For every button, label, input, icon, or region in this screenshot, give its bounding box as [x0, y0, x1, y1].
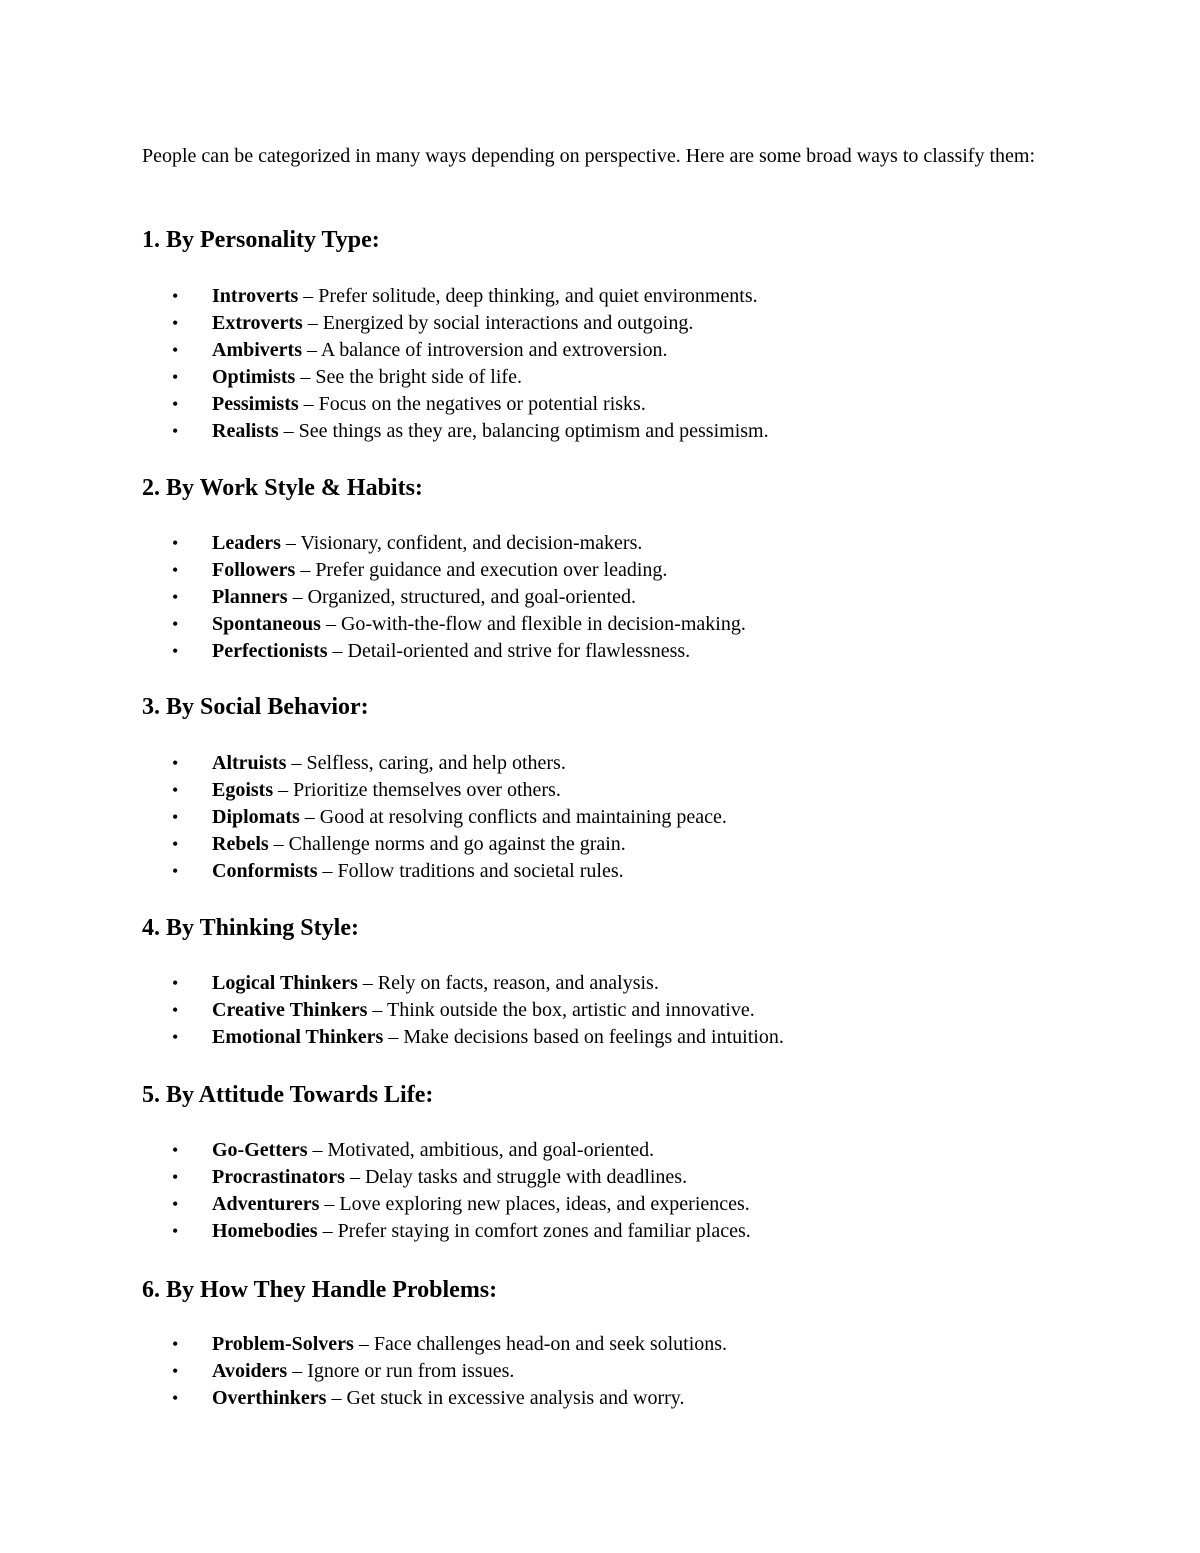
bullet-icon: • [172, 340, 179, 360]
list-item [142, 777, 727, 804]
list-item [142, 858, 727, 885]
list-item [142, 1191, 751, 1218]
bullet-icon: • [172, 1221, 179, 1241]
list-item [142, 530, 746, 557]
list-item [142, 1024, 784, 1051]
list-item [142, 611, 746, 638]
bullet-icon: • [172, 394, 179, 414]
list-item [142, 1164, 751, 1191]
list-item [142, 831, 727, 858]
document-page [142, 143, 1062, 1409]
bullet-icon: • [172, 560, 179, 580]
item-description: – Think outside the box, artistic and innovative. [367, 999, 755, 1021]
bullet-icon: • [172, 1194, 179, 1214]
item-description: – Go-with-the-flow and flexible in decision-making. [320, 613, 746, 635]
item-description: – Challenge norms and go against the grain. [268, 833, 626, 855]
list-item [142, 364, 769, 391]
item-term: Homebodies [212, 1220, 318, 1242]
bullet-icon: • [172, 1000, 179, 1020]
list-item [142, 1331, 727, 1358]
intro-paragraph: People can be categorized in many ways depending on perspective. Here are some broad ways to classify them: [142, 145, 1036, 167]
item-term: Introverts [212, 285, 299, 307]
item-term: Logical Thinkers [212, 972, 358, 994]
item-description: – Visionary, confident, and decision-makers. [280, 532, 643, 554]
item-description: – Make decisions based on feelings and intuition. [383, 1026, 784, 1048]
bullet-list [142, 283, 769, 445]
list-item [142, 1218, 751, 1245]
list-item [142, 557, 746, 584]
bullet-list [142, 750, 727, 885]
item-description: – Ignore or run from issues. [287, 1360, 515, 1382]
list-item [142, 638, 746, 665]
bullet-icon: • [172, 861, 179, 881]
list-item [142, 804, 727, 831]
item-term: Procrastinators [212, 1166, 345, 1188]
item-term: Followers [212, 559, 296, 581]
item-description: – Love exploring new places, ideas, and experiences. [319, 1193, 750, 1215]
bullet-icon: • [172, 1388, 179, 1408]
bullet-list [142, 530, 746, 665]
bullet-icon: • [172, 780, 179, 800]
item-term: Altruists [212, 752, 287, 774]
bullet-icon: • [172, 421, 179, 441]
item-description: – Face challenges head-on and seek solutions. [353, 1333, 728, 1355]
bullet-icon: • [172, 753, 179, 773]
item-term: Planners [212, 586, 288, 608]
list-item [142, 750, 727, 777]
bullet-icon: • [172, 614, 179, 634]
item-description: – Energized by social interactions and outgoing. [302, 312, 694, 334]
item-term: Pessimists [212, 393, 299, 415]
item-term: Conformists [212, 860, 318, 882]
item-description: – Prefer staying in comfort zones and familiar places. [317, 1220, 751, 1242]
bullet-icon: • [172, 1361, 179, 1381]
bullet-icon: • [172, 1334, 179, 1354]
item-term: Problem-Solvers [212, 1333, 354, 1355]
item-description: – Get stuck in excessive analysis and worry. [326, 1387, 685, 1409]
list-item [142, 418, 769, 445]
item-description: – Follow traditions and societal rules. [317, 860, 624, 882]
item-description: – Prioritize themselves over others. [273, 779, 561, 801]
item-term: Adventurers [212, 1193, 320, 1215]
bullet-icon: • [172, 286, 179, 306]
item-description: – See things as they are, balancing optimism and pessimism. [278, 420, 769, 442]
bullet-icon: • [172, 367, 179, 387]
item-description: – Prefer solitude, deep thinking, and quiet environments. [298, 285, 758, 307]
item-term: Realists [212, 420, 279, 442]
item-description: – Motivated, ambitious, and goal-oriented. [307, 1139, 655, 1161]
item-description: – Selfless, caring, and help others. [286, 752, 566, 774]
section-heading: 2. By Work Style & Habits: [142, 475, 423, 501]
bullet-icon: • [172, 533, 179, 553]
list-item [142, 337, 769, 364]
bullet-icon: • [172, 313, 179, 333]
list-item [142, 970, 784, 997]
bullet-list [142, 1331, 727, 1412]
section-heading: 3. By Social Behavior: [142, 694, 369, 720]
bullet-icon: • [172, 834, 179, 854]
item-term: Perfectionists [212, 640, 328, 662]
item-description: – Rely on facts, reason, and analysis. [357, 972, 659, 994]
item-term: Avoiders [212, 1360, 288, 1382]
item-description: – Detail-oriented and strive for flawlessness. [327, 640, 691, 662]
item-description: – Delay tasks and struggle with deadlines. [344, 1166, 688, 1188]
list-item [142, 1137, 751, 1164]
section-heading: 6. By How They Handle Problems: [142, 1277, 498, 1303]
list-item [142, 584, 746, 611]
bullet-icon: • [172, 1167, 179, 1187]
section-heading: 1. By Personality Type: [142, 227, 380, 253]
item-term: Rebels [212, 833, 269, 855]
list-item [142, 283, 769, 310]
item-term: Diplomats [212, 806, 300, 828]
bullet-icon: • [172, 1027, 179, 1047]
item-description: – Good at resolving conflicts and maintaining peace. [299, 806, 727, 828]
item-term: Egoists [212, 779, 274, 801]
item-term: Emotional Thinkers [212, 1026, 384, 1048]
section-heading: 4. By Thinking Style: [142, 915, 359, 941]
bullet-icon: • [172, 587, 179, 607]
item-term: Leaders [212, 532, 281, 554]
list-item [142, 310, 769, 337]
item-description: – Prefer guidance and execution over leading. [295, 559, 668, 581]
bullet-list [142, 970, 784, 1051]
bullet-list [142, 1137, 751, 1245]
item-description: – Focus on the negatives or potential risks. [298, 393, 646, 415]
item-term: Extroverts [212, 312, 303, 334]
section-heading: 5. By Attitude Towards Life: [142, 1082, 434, 1108]
item-term: Go-Getters [212, 1139, 308, 1161]
item-term: Spontaneous [212, 613, 321, 635]
item-description: – A balance of introversion and extroversion. [301, 339, 668, 361]
item-description: – Organized, structured, and goal-oriented. [287, 586, 636, 608]
item-term: Overthinkers [212, 1387, 327, 1409]
item-term: Optimists [212, 366, 296, 388]
list-item [142, 1385, 727, 1412]
item-term: Ambiverts [212, 339, 302, 361]
item-description: – See the bright side of life. [295, 366, 522, 388]
item-term: Creative Thinkers [212, 999, 368, 1021]
list-item [142, 391, 769, 418]
bullet-icon: • [172, 973, 179, 993]
list-item [142, 1358, 727, 1385]
list-item [142, 997, 784, 1024]
bullet-icon: • [172, 641, 179, 661]
bullet-icon: • [172, 1140, 179, 1160]
bullet-icon: • [172, 807, 179, 827]
